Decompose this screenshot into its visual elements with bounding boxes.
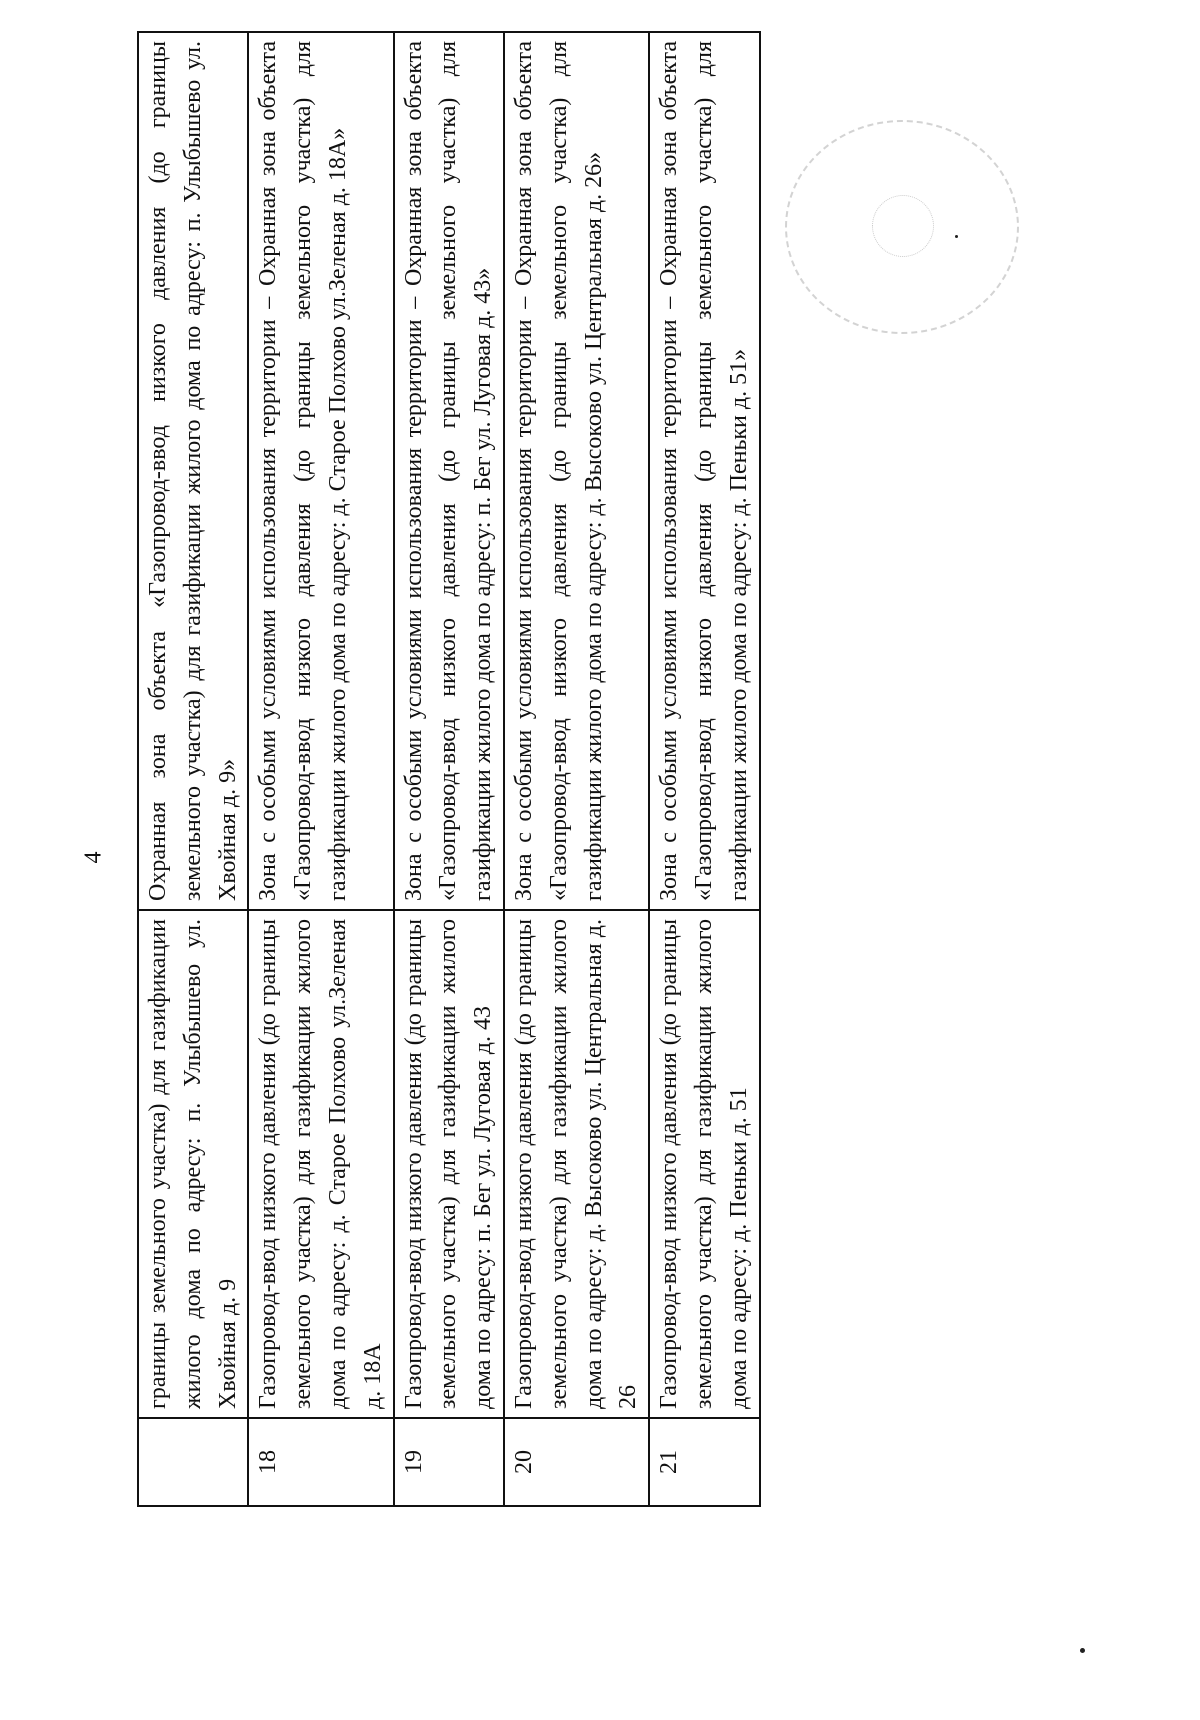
zone-cell: [248, 32, 393, 910]
row-number-cell: [248, 1418, 393, 1506]
row-number-cell: [138, 1418, 248, 1506]
row-number-cell: [394, 1418, 504, 1506]
object-description: Газопровод-ввод низкого давления (до границы земельного участка) для газификации жилого дома по адресу: д. Высоково ул. Центральная д. 26: [510, 919, 642, 1409]
page-number: 4: [80, 851, 107, 864]
rotated-table-wrapper: [137, 41, 752, 1507]
zone-cell: [394, 32, 504, 910]
row-number: 19: [400, 1450, 427, 1474]
object-cell: [248, 910, 393, 1418]
zone-description: Зона с особыми условиями использования территории – Охранная зона объекта «Газопровод-ввод низкого давления (до границы земельного участка) для газификации жилого дома по адресу: п. Бег ул. Луговая д. 43»: [400, 41, 497, 901]
zone-description: Зона с особыми условиями использования территории – Охранная зона объекта «Газопровод-ввод низкого давления (до границы земельного участка) для газификации жилого дома по адресу: д. Пеньки д. 51»: [656, 41, 752, 901]
row-number: 21: [656, 1450, 683, 1474]
row-number-cell: [504, 1418, 649, 1506]
stamp-inner-ring: [872, 195, 934, 257]
zone-cell: [138, 32, 248, 910]
row-number: 20: [510, 1450, 537, 1474]
row-number-cell: [649, 1418, 759, 1506]
table-row: [504, 32, 649, 1506]
object-description: Газопровод-ввод низкого давления (до границы земельного участка) для газификации жилого дома по адресу: д. Пеньки д. 51: [656, 919, 752, 1409]
zone-cell: [504, 32, 649, 910]
row-number: 18: [255, 1450, 282, 1474]
scan-speck: [1080, 1648, 1085, 1653]
object-description: границы земельного участка) для газификации жилого дома по адресу: п. Улыбышево ул. Хвойная д. 9: [145, 919, 241, 1409]
object-cell: [504, 910, 649, 1418]
table-row: [394, 32, 504, 1506]
scan-speck: [955, 235, 958, 238]
zone-description: Охранная зона объекта «Газопровод-ввод низкого давления (до границы земельного участка) для газификации жилого дома по адресу: п. Улыбышево ул. Хвойная д. 9»: [145, 41, 241, 901]
object-cell: [649, 910, 759, 1418]
zone-description: Зона с особыми условиями использования территории – Охранная зона объекта «Газопровод-ввод низкого давления (до границы земельного участка) для газификации жилого дома по адресу: д. Старое Полхово ул.Зеленая д. 18А»: [255, 41, 351, 901]
object-cell: [394, 910, 504, 1418]
object-description: Газопровод-ввод низкого давления (до границы земельного участка) для газификации жилого дома по адресу: д. Старое Полхово ул.Зеленая д. 18А: [255, 919, 386, 1409]
gas-pipeline-zones-table: [137, 31, 761, 1507]
table-row: [138, 32, 248, 1506]
faded-stamp-seal: [785, 120, 1019, 334]
object-cell: [138, 910, 248, 1418]
table-row: [649, 32, 759, 1506]
table-row: [248, 32, 393, 1506]
zone-cell: [649, 32, 759, 910]
zone-description: Зона с особыми условиями использования территории – Охранная зона объекта «Газопровод-ввод низкого давления (до границы земельного участка) для газификации жилого дома по адресу: д. Высоково ул. Центральная д. 26»: [510, 41, 607, 901]
object-description: Газопровод-ввод низкого давления (до границы земельного участка) для газификации жилого дома по адресу: п. Бег ул. Луговая д. 43: [400, 919, 497, 1409]
